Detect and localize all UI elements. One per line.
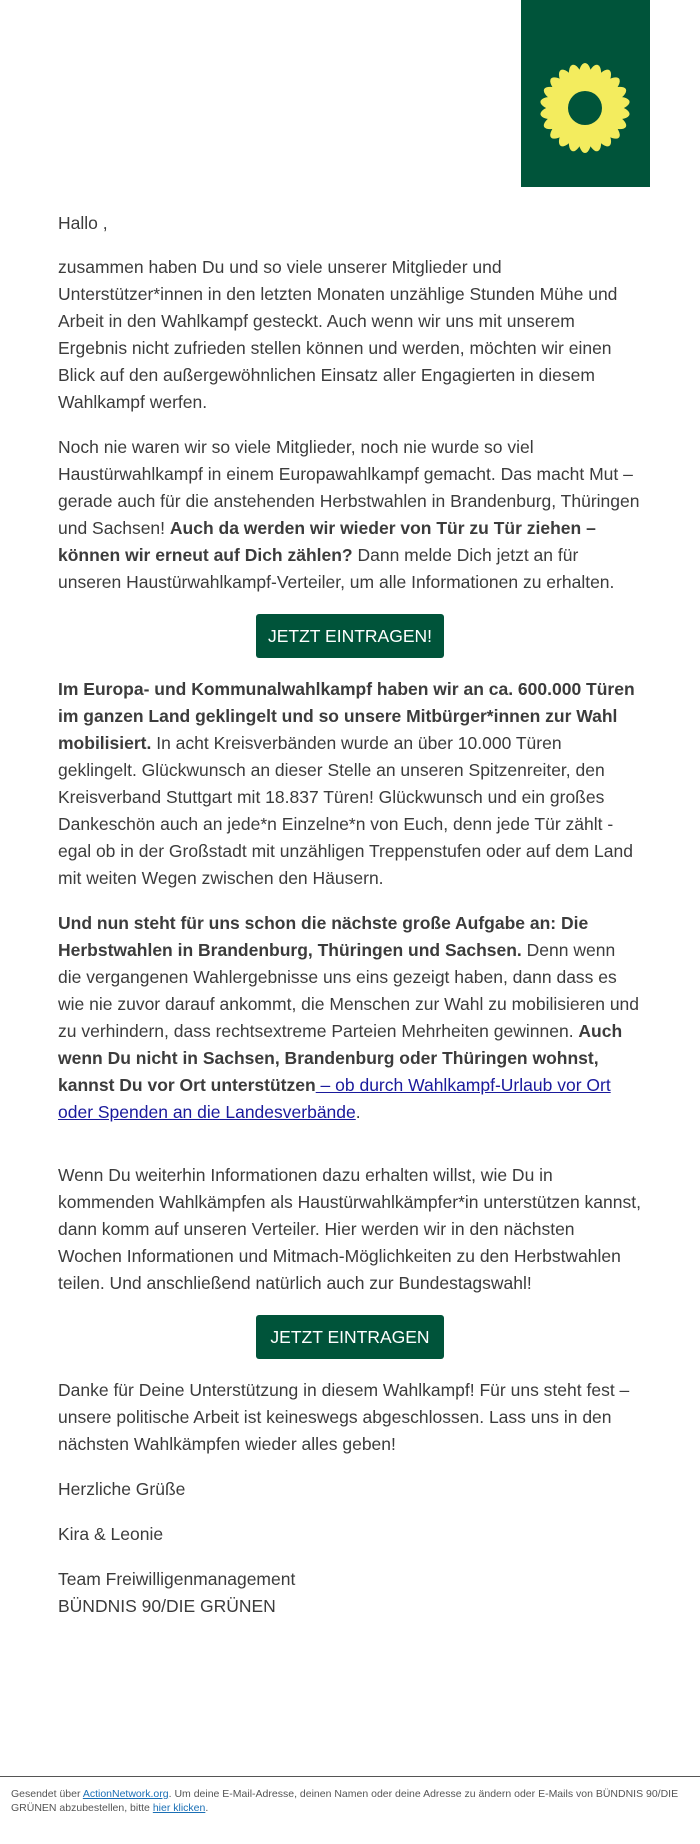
- signup-button-2[interactable]: JETZT EINTRAGEN: [256, 1315, 443, 1359]
- cta-wrapper: [58, 1315, 642, 1359]
- signature-org: BÜNDNIS 90/DIE GRÜNEN: [58, 1596, 276, 1616]
- text: In acht Kreisverbänden wurde an über 10.000 Türen geklingelt. Glückwunsch an dieser Stelle an unseren Spitzenreiter, den Kreisverband Stuttgart mit 18.837 Türen! Glückwunsch und ein großes Dankeschön auch an jede*n Einzelne*n von Euch, denn jede Tür zählt - egal ob in der Großstadt mit unzähligen Treppenstufen oder auf dem Land mit weiten Wegen zwischen den Häusern.: [58, 733, 633, 888]
- footer-text: [11, 1787, 689, 1815]
- bold-text: Auch wenn Du nicht in Sachsen, Brandenburg oder Thüringen wohnst, kannst Du vor Ort unterstützen: [58, 1021, 623, 1095]
- signature-team: Team Freiwilligenmanagement: [58, 1569, 296, 1589]
- signature-names: Kira & Leonie: [58, 1524, 164, 1544]
- text: . Um deine E-Mail-Adresse, deinen Namen oder deine Adresse zu ändern oder E-Mails von BÜNDNIS 90/DIE GRÜNEN abzubestellen, bitte: [11, 1788, 679, 1814]
- text: .: [355, 1102, 361, 1122]
- paragraph-newsletter: Wenn Du weiterhin Informationen dazu erhalten willst, wie Du in kommenden Wahlkämpfen als Haustürwahlkämpfer*in unterstützen kannst, dann komm auf unseren Verteiler. Hier werden wir in den nächsten Wochen Informationen und Mitmach-Möglichkeiten zu den Herbstwahlen teilen. Und anschließend natürlich auch zur Bundestagswahl!: [58, 1165, 641, 1293]
- sunflower-icon: [535, 58, 635, 158]
- bold-text: Im Europa- und Kommunalwahlkampf haben wir an ca. 600.000 Türen im ganzen Land geklingelt und so unsere Mitbürger*innen zur Wahl mobilisiert.: [58, 679, 635, 753]
- paragraph-signup: [58, 434, 642, 596]
- paragraph-autumn: [58, 910, 642, 1126]
- paragraph-results: [58, 676, 642, 892]
- email-footer: [0, 1776, 700, 1815]
- bold-text: Und nun steht für uns schon die nächste große Aufgabe an: Die Herbstwahlen in Brandenburg, Thüringen und Sachsen.: [58, 913, 589, 960]
- text: .: [205, 1802, 209, 1814]
- text: Dann melde Dich jetzt an für unseren Haustürwahlkampf-Verteiler, um alle Informationen zu erhalten.: [58, 545, 615, 592]
- email-body: [58, 210, 642, 1620]
- paragraph-intro: zusammen haben Du und so viele unserer Mitglieder und Unterstützer*innen in den letzten Monaten unzählige Stunden Mühe und Arbeit in den Wahlkampf gesteckt. Auch wenn wir uns mit unserem Ergebnis nicht zufrieden stellen können und werden, möchten wir einen Blick auf den außergewöhnlichen Einsatz aller Engagierten in diesem Wahlkampf werfen.: [58, 257, 618, 412]
- actionnetwork-link[interactable]: ActionNetwork.org: [82, 1788, 169, 1800]
- sunflower-center: [568, 91, 602, 125]
- signup-button[interactable]: JETZT EINTRAGEN!: [256, 614, 444, 658]
- bold-text: Auch da werden wir wieder von Tür zu Tür ziehen – können wir erneut auf Dich zählen?: [58, 518, 596, 565]
- support-link[interactable]: – ob durch Wahlkampf-Urlaub vor Ort oder Spenden an die Landesverbände: [58, 1075, 611, 1122]
- text: Gesendet über: [11, 1788, 83, 1800]
- closing: Herzliche Grüße: [58, 1479, 186, 1499]
- party-logo: [521, 0, 650, 187]
- text: Denn wenn die vergangenen Wahlergebnisse uns eins gezeigt haben, dann dass es wie nie zuvor darauf ankommt, die Menschen zur Wahl zu mobilisieren und zu verhindern, dass rechtsextreme Parteien Mehrheiten gewinnen.: [58, 940, 640, 1041]
- unsubscribe-link[interactable]: hier klicken: [152, 1802, 206, 1814]
- cta-wrapper: [58, 614, 642, 658]
- paragraph-thanks: Danke für Deine Unterstützung in diesem Wahlkampf! Für uns steht fest – unsere politische Arbeit ist keineswegs abgeschlossen. Lass uns in den nächsten Wahlkämpfen wieder alles geben!: [58, 1380, 630, 1454]
- text: Noch nie waren wir so viele Mitglieder, noch nie wurde so viel Haustürwahlkampf in einem Europawahlkampf gemacht. Das macht Mut – gerade auch für die anstehenden Herbstwahlen in Brandenburg, Thüringen und Sachsen!: [58, 437, 640, 538]
- greeting: Hallo ,: [58, 213, 108, 233]
